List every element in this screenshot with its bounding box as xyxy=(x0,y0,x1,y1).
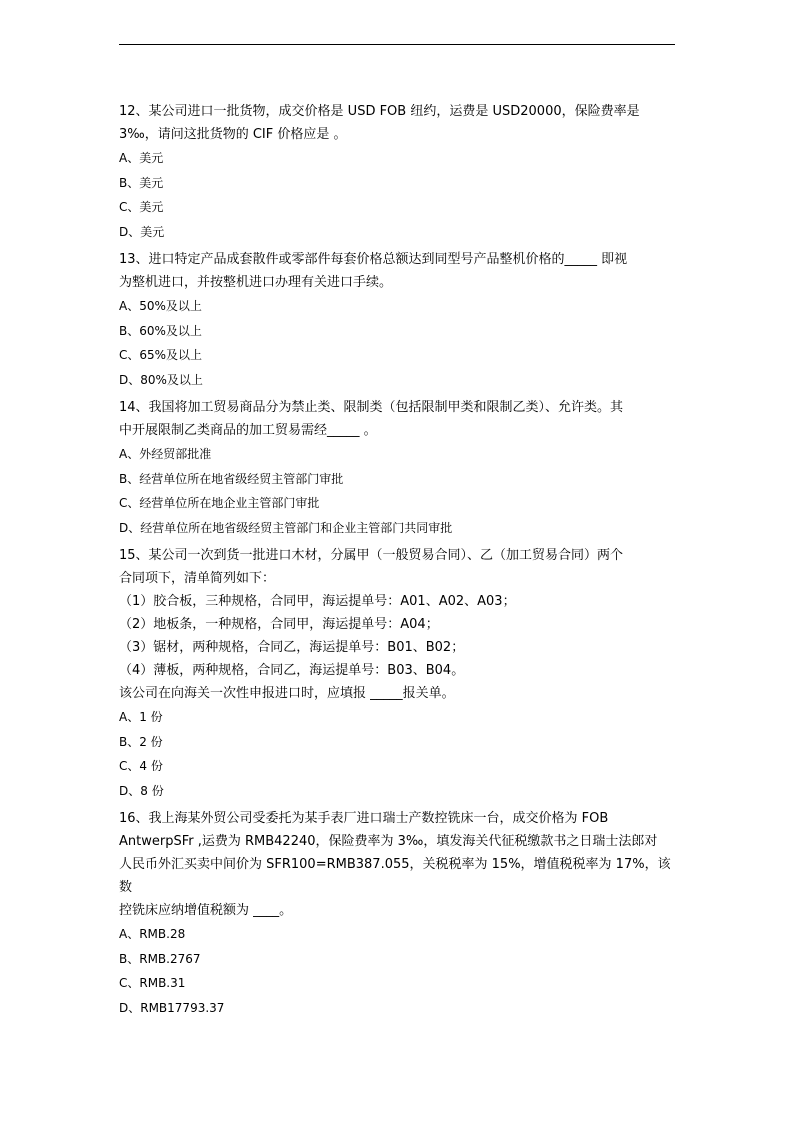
question-16 xyxy=(119,807,679,1020)
option-d: D、80%及以上 xyxy=(119,372,203,387)
question-13 xyxy=(119,248,679,392)
question-12 xyxy=(119,100,679,244)
question-stem-line: AntwerpSFr ,运费为 RMB42240，保险费率为 3‰，填发海关代征税缴款书之日瑞士法郎对 xyxy=(119,834,658,849)
question-stem-line: 人民币外汇买卖中间价为 SFR100=RMB387.055，关税税率为 15%，增值税税率为 17%，该数 xyxy=(119,857,671,895)
question-stem-line: 控铣床应纳增值税额为 ____。 xyxy=(119,903,293,918)
question-stem-line: （3）锯材，两种规格，合同乙，海运提单号：B01、B02； xyxy=(119,640,465,655)
question-stem-line: 该公司在向海关一次性申报进口时，应填报 _____报关单。 xyxy=(119,686,455,701)
question-stem-line: 14、我国将加工贸易商品分为禁止类、限制类（包括限制甲类和限制乙类）、允许类。其 xyxy=(119,400,624,415)
question-15 xyxy=(119,544,679,803)
question-stem-line: （1）胶合板，三种规格，合同甲，海运提单号：A01、A02、A03； xyxy=(119,594,516,609)
header-rule xyxy=(119,44,675,45)
option-a: A、1 份 xyxy=(119,710,163,724)
option-b: B、60%及以上 xyxy=(119,323,202,338)
option-d: D、8 份 xyxy=(119,783,164,798)
question-list xyxy=(119,100,679,1024)
option-a: A、50%及以上 xyxy=(119,299,202,313)
option-d: D、美元 xyxy=(119,224,165,239)
question-stem-line: （4）薄板，两种规格，合同乙，海运提单号：B03、B04。 xyxy=(119,663,465,678)
option-c: C、美元 xyxy=(119,200,164,214)
option-c: C、65%及以上 xyxy=(119,348,203,362)
question-stem-line: 3‰，请问这批货物的 CIF 价格应是 。 xyxy=(119,127,347,142)
question-stem-line: 15、某公司一次到货一批进口木材，分属甲（一般贸易合同）、乙（加工贸易合同）两个 xyxy=(119,548,624,563)
option-a: A、外经贸部批准 xyxy=(119,447,212,461)
option-c: C、经营单位所在地企业主管部门审批 xyxy=(119,496,320,510)
question-stem-line: 13、进口特定产品成套散件或零部件每套价格总额达到同型号产品整机价格的_____ 即视 xyxy=(119,252,628,267)
option-b: B、RMB.2767 xyxy=(119,951,201,966)
option-a: A、RMB.28 xyxy=(119,927,186,941)
option-d: D、经营单位所在地省级经贸主管部门和企业主管部门共同审批 xyxy=(119,520,453,535)
question-stem-line: 16、我上海某外贸公司受委托为某手表厂进口瑞士产数控铣床一台，成交价格为 FOB xyxy=(119,811,609,826)
option-c: C、4 份 xyxy=(119,759,163,773)
question-stem-line: 中开展限制乙类商品的加工贸易需经_____ 。 xyxy=(119,423,377,438)
option-b: B、美元 xyxy=(119,175,164,190)
question-stem-line: 为整机进口，并按整机进口办理有关进口手续。 xyxy=(119,275,393,290)
option-b: B、2 份 xyxy=(119,734,163,749)
question-14 xyxy=(119,396,679,540)
option-d: D、RMB17793.37 xyxy=(119,1000,225,1015)
question-stem-line: 12、某公司进口一批货物，成交价格是 USD FOB 纽约，运费是 USD20000，保险费率是 xyxy=(119,104,640,119)
question-stem-line: 合同项下，清单简列如下： xyxy=(119,571,276,586)
option-a: A、美元 xyxy=(119,151,164,165)
question-stem-line: （2）地板条，一种规格，合同甲，海运提单号：A04； xyxy=(119,617,439,632)
option-c: C、RMB.31 xyxy=(119,976,186,990)
option-b: B、经营单位所在地省级经贸主管部门审批 xyxy=(119,471,344,486)
